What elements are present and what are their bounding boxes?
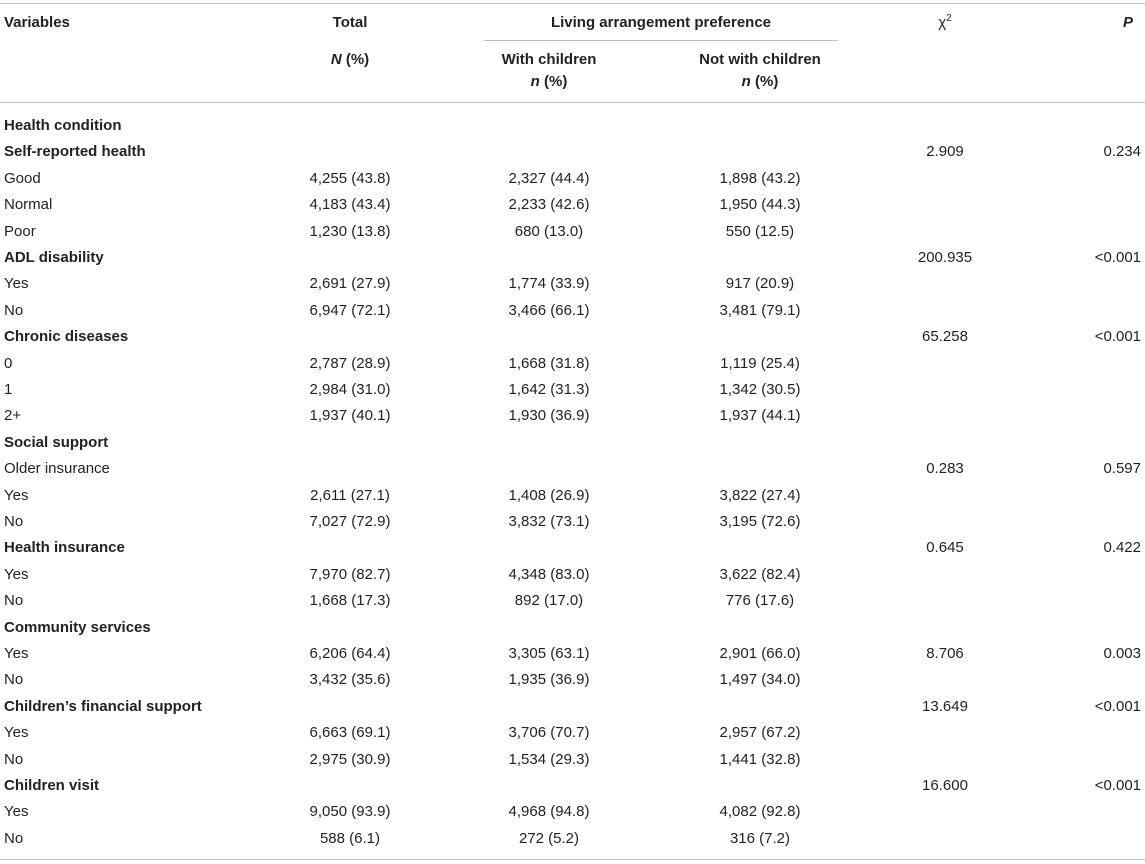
row-label: ADL disability <box>4 249 104 266</box>
table-row <box>0 143 1145 169</box>
row-p-value: 0.003 <box>1103 645 1141 662</box>
row-with-children: 1,935 (36.9) <box>508 671 590 689</box>
row-total: 6,947 (72.1) <box>309 301 391 319</box>
row-total: 1,230 (13.8) <box>309 222 391 240</box>
table-row <box>0 328 1145 354</box>
row-with-children: 3,466 (66.1) <box>508 301 590 319</box>
row-with-children: 680 (13.0) <box>514 222 584 240</box>
table-row <box>0 671 1145 697</box>
row-total: 6,663 (69.1) <box>309 724 391 742</box>
row-with-children: 1,534 (29.3) <box>508 750 590 768</box>
header-total-sub <box>250 51 450 69</box>
row-p-value: 0.234 <box>1103 143 1141 161</box>
row-label: Social support <box>4 433 109 451</box>
header-bottom-rule <box>0 102 1145 103</box>
row-with-children: 1,774 (33.9) <box>508 275 590 293</box>
row-with-children: 1,930 (36.9) <box>508 407 590 425</box>
table-row <box>0 170 1145 196</box>
row-total: 1,668 (17.3) <box>309 592 391 610</box>
row-with-children: 1,408 (26.9) <box>508 486 590 504</box>
header-with-children: With children <box>501 51 597 68</box>
row-total: 588 (6.1) <box>319 829 381 847</box>
row-not-with-children: 2,957 (67.2) <box>719 724 801 742</box>
row-with-children: 4,968 (94.8) <box>508 803 590 821</box>
table-row <box>0 724 1145 750</box>
table-row <box>0 777 1145 803</box>
row-chi-square: 200.935 <box>917 249 973 266</box>
table-row <box>0 460 1145 486</box>
table-row <box>0 830 1145 856</box>
row-label: Yes <box>4 565 29 583</box>
header-variables: Variables <box>4 14 70 31</box>
header-total-n: N <box>330 51 342 68</box>
table-row <box>0 592 1145 618</box>
row-not-with-children: 1,342 (30.5) <box>719 381 801 398</box>
row-p-value: <0.001 <box>1094 249 1141 266</box>
row-label: 0 <box>4 354 13 372</box>
row-total: 2,787 (28.9) <box>309 354 391 372</box>
table-row <box>0 803 1145 829</box>
row-not-with-children: 776 (17.6) <box>725 592 795 610</box>
row-p-value: <0.001 <box>1094 328 1141 346</box>
row-not-with-children: 2,901 (66.0) <box>719 645 801 662</box>
row-label: No <box>4 513 24 530</box>
row-label: No <box>4 301 24 319</box>
row-label: Self-reported health <box>4 143 146 161</box>
row-chi-square: 16.600 <box>922 777 968 794</box>
row-label: 2+ <box>4 407 22 425</box>
header-with-n: n <box>530 73 540 90</box>
row-total: 6,206 (64.4) <box>309 645 391 662</box>
table-row <box>0 751 1145 777</box>
table-row <box>0 275 1145 301</box>
row-total: 2,984 (31.0) <box>309 381 391 398</box>
row-chi-square: 0.283 <box>926 460 964 478</box>
row-not-with-children: 1,497 (34.0) <box>719 671 801 689</box>
table-bottom-rule <box>0 859 1145 860</box>
row-not-with-children: 550 (12.5) <box>725 222 795 240</box>
row-label: Children’s financial support <box>4 697 202 715</box>
row-p-value: 0.422 <box>1103 539 1141 557</box>
row-with-children: 3,706 (70.7) <box>508 724 590 742</box>
row-total: 1,937 (40.1) <box>309 407 391 425</box>
table-row <box>0 698 1145 724</box>
row-label: Health insurance <box>4 539 125 557</box>
row-label: Yes <box>4 275 29 293</box>
row-not-with-children: 316 (7.2) <box>729 829 791 847</box>
header-total: Total <box>332 14 368 31</box>
row-total: 3,432 (35.6) <box>309 671 391 689</box>
row-chi-square: 0.645 <box>926 539 964 557</box>
row-total: 2,691 (27.9) <box>309 275 391 293</box>
row-label: Good <box>4 169 41 187</box>
header-without-n: n <box>741 73 751 90</box>
row-p-value: 0.597 <box>1103 460 1141 478</box>
row-label: Yes <box>4 486 29 504</box>
row-chi-square: 13.649 <box>922 697 968 715</box>
table-row <box>0 223 1145 249</box>
table-row <box>0 566 1145 592</box>
row-label: Health condition <box>4 117 122 134</box>
header-without-pct: (%) <box>750 73 779 90</box>
row-label: No <box>4 829 24 847</box>
row-label: Chronic diseases <box>4 328 129 346</box>
row-label: Older insurance <box>4 460 110 478</box>
row-label: Poor <box>4 222 36 240</box>
row-total: 7,970 (82.7) <box>309 565 391 583</box>
row-chi-square: 65.258 <box>922 328 968 346</box>
row-label: Normal <box>4 196 53 214</box>
table-row <box>0 355 1145 381</box>
table-row <box>0 513 1145 539</box>
table-top-rule <box>0 3 1145 4</box>
header-chi-sup: 2 <box>946 13 952 24</box>
row-with-children: 892 (17.0) <box>514 592 584 610</box>
row-with-children: 272 (5.2) <box>518 829 580 847</box>
row-not-with-children: 3,195 (72.6) <box>719 513 801 530</box>
row-p-value: <0.001 <box>1094 697 1141 715</box>
row-p-value: <0.001 <box>1094 777 1141 794</box>
header-p: P <box>1122 14 1133 31</box>
row-label: Community services <box>4 618 151 636</box>
row-with-children: 3,832 (73.1) <box>508 513 590 530</box>
row-not-with-children: 1,119 (25.4) <box>720 354 800 372</box>
header-span-rule <box>484 40 838 41</box>
row-not-with-children: 3,481 (79.1) <box>719 301 801 319</box>
table-row <box>0 487 1145 513</box>
row-label: No <box>4 671 24 689</box>
row-not-with-children: 3,822 (27.4) <box>719 486 801 504</box>
table-row <box>0 302 1145 328</box>
table-row <box>0 645 1145 671</box>
header-chi-symbol: χ <box>938 14 947 31</box>
row-with-children: 2,327 (44.4) <box>508 169 590 187</box>
table-row <box>0 117 1145 143</box>
header-living-arrangement: Living arrangement preference <box>550 14 772 31</box>
table-row <box>0 407 1145 433</box>
row-not-with-children: 1,898 (43.2) <box>719 169 801 187</box>
row-label: 1 <box>4 381 13 398</box>
row-total: 2,975 (30.9) <box>309 750 391 768</box>
table-row <box>0 539 1145 565</box>
row-total: 4,183 (43.4) <box>309 196 391 214</box>
row-not-with-children: 917 (20.9) <box>725 275 795 293</box>
row-not-with-children: 1,950 (44.3) <box>719 196 801 214</box>
row-not-with-children: 1,937 (44.1) <box>719 407 801 425</box>
row-label: Children visit <box>4 777 100 794</box>
row-with-children: 1,642 (31.3) <box>508 381 590 398</box>
header-with-pct: (%) <box>539 73 568 90</box>
row-not-with-children: 3,622 (82.4) <box>719 565 801 583</box>
row-label: Yes <box>4 724 29 742</box>
row-total: 7,027 (72.9) <box>309 513 391 530</box>
row-not-with-children: 1,441 (32.8) <box>719 750 801 768</box>
row-label: No <box>4 592 24 610</box>
row-label: Yes <box>4 803 29 821</box>
row-chi-square: 8.706 <box>926 645 964 662</box>
header-not-with-children: Not with children <box>699 51 821 68</box>
row-total: 4,255 (43.8) <box>309 169 391 187</box>
row-with-children: 1,668 (31.8) <box>508 354 590 372</box>
row-label: No <box>4 750 24 768</box>
header-chi-square <box>870 14 1020 32</box>
row-with-children: 2,233 (42.6) <box>508 196 590 214</box>
header-not-with-children-sub <box>660 73 860 91</box>
row-chi-square: 2.909 <box>926 143 964 161</box>
row-not-with-children: 4,082 (92.8) <box>719 803 801 821</box>
table-row <box>0 249 1145 275</box>
row-total: 2,611 (27.1) <box>310 486 390 504</box>
table-row <box>0 434 1145 460</box>
row-with-children: 4,348 (83.0) <box>508 565 590 583</box>
row-with-children: 3,305 (63.1) <box>508 645 590 662</box>
table-row <box>0 381 1145 407</box>
header-with-children-sub <box>449 73 649 91</box>
header-total-pct: (%) <box>341 51 370 68</box>
table-row <box>0 196 1145 222</box>
table-row <box>0 619 1145 645</box>
row-total: 9,050 (93.9) <box>309 803 391 821</box>
row-label: Yes <box>4 645 29 662</box>
